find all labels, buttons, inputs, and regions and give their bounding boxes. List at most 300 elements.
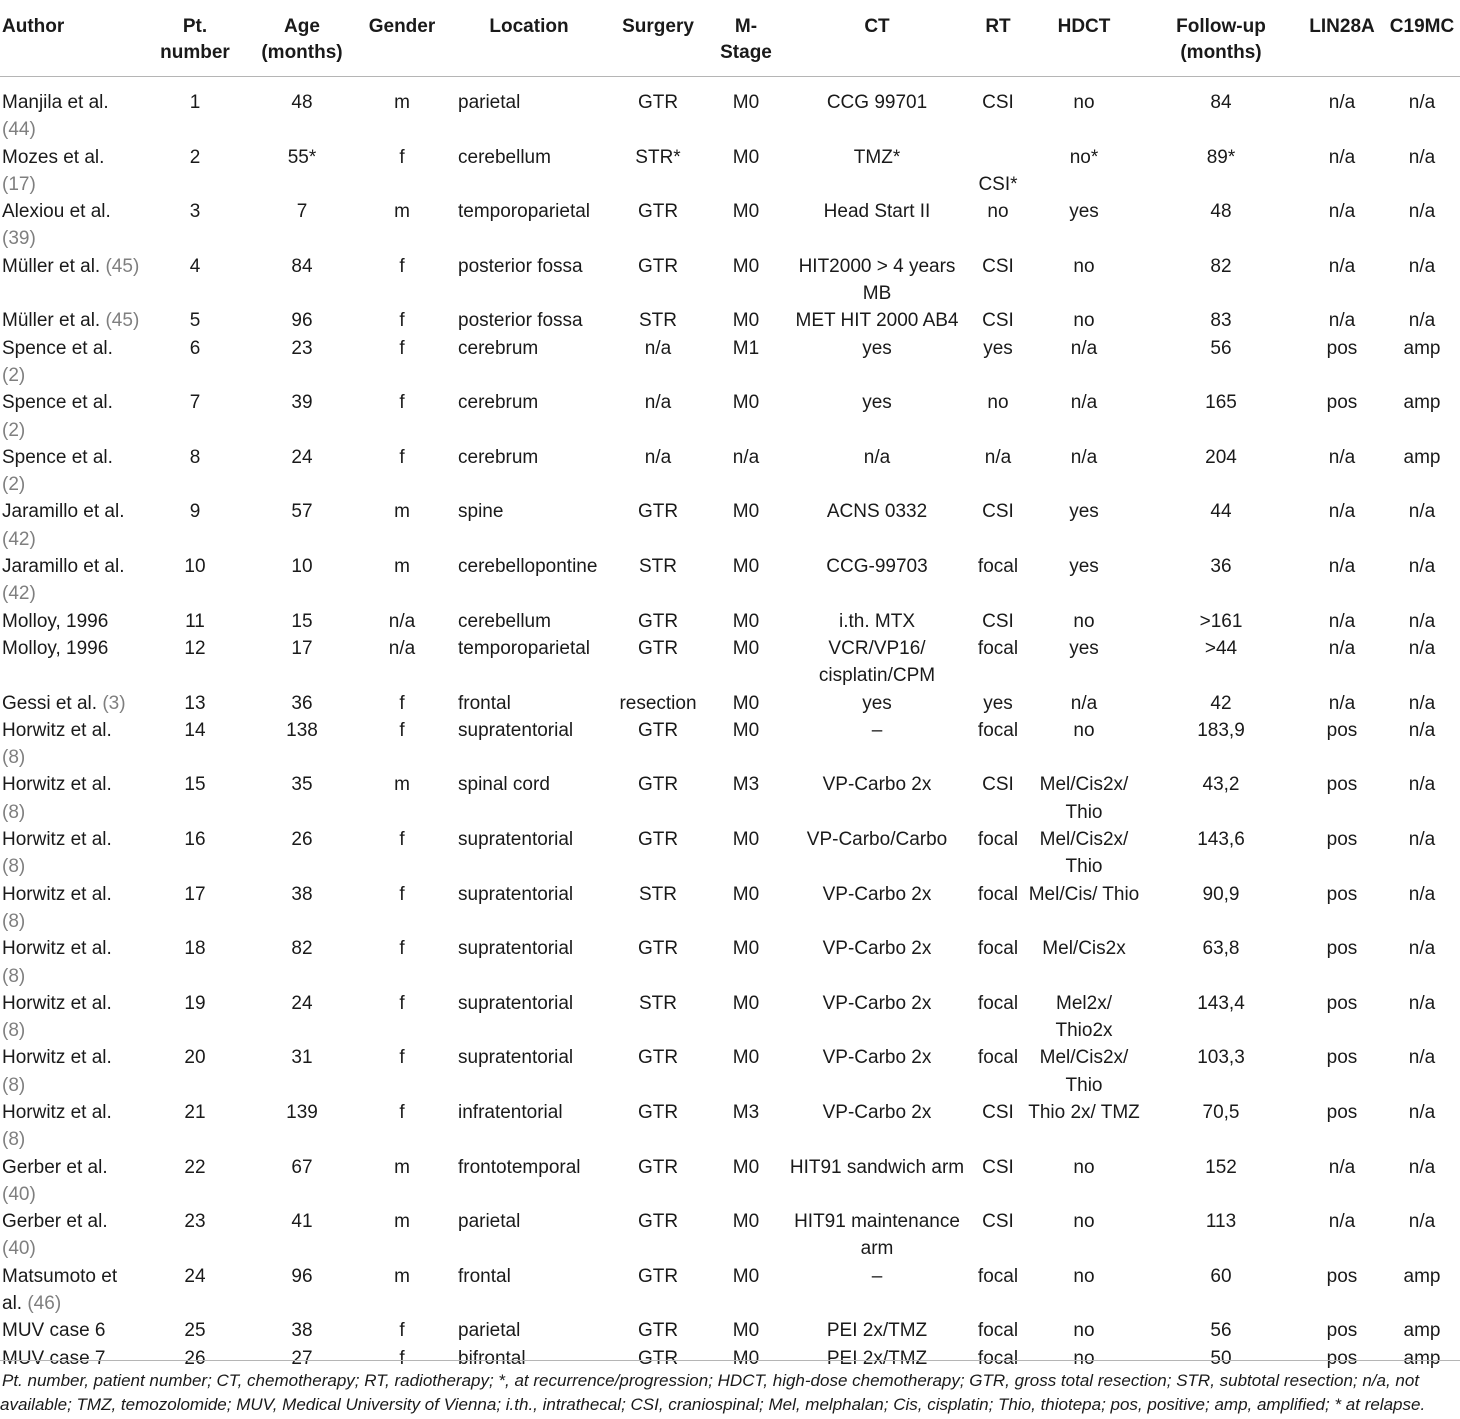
reference-link[interactable]: (40) [2, 1183, 36, 1205]
cell-followup: 143,4 [1197, 992, 1245, 1014]
reference-link[interactable]: (8) [2, 1074, 26, 1096]
cell-lin28a: pos [1326, 883, 1358, 905]
cell-followup: 42 [1210, 692, 1232, 714]
cell-pt: 12 [184, 637, 206, 659]
cell-followup: 143,6 [1197, 829, 1245, 851]
cell-ct: VCR/VP16/ cisplatin/CPM [818, 637, 936, 687]
reference-link[interactable]: (8) [2, 1129, 26, 1151]
cell-surgery: STR [639, 556, 677, 578]
cell-age: 26 [291, 829, 313, 851]
reference-link[interactable]: (8) [2, 910, 26, 932]
cell-pt: 15 [184, 774, 206, 796]
cell-surgery: GTR [637, 501, 679, 523]
cell-lin28a: pos [1326, 938, 1358, 960]
cell-pt: 5 [189, 310, 201, 332]
cell-mstage: M0 [732, 637, 760, 659]
cell-age: 10 [291, 556, 313, 578]
cell-rt: n/a [984, 446, 1012, 468]
cell-location: posterior fossa [458, 310, 583, 332]
author-name: Alexiou et al. [2, 201, 111, 223]
cell-gender: f [399, 1320, 405, 1342]
cell-pt: 14 [184, 719, 206, 741]
cell-pt: 8 [189, 446, 201, 468]
cell-author [0, 498, 140, 553]
cell-rt: focal [977, 1047, 1019, 1069]
cell-ct: HIT91 maintenance arm [794, 1211, 960, 1260]
cell-c19mc: n/a [1408, 255, 1436, 277]
table-row [0, 608, 1460, 635]
cell-c19mc: n/a [1408, 992, 1436, 1014]
cell-rt: CSI [982, 501, 1014, 523]
cell-hdct: no* [1069, 146, 1099, 168]
cell-gender: f [399, 938, 405, 960]
cell-hdct: n/a [1070, 392, 1098, 414]
cell-c19mc: n/a [1408, 829, 1436, 851]
cell-rt: focal [977, 719, 1019, 741]
cell-location: supratentorial [458, 992, 574, 1014]
cell-surgery: GTR [637, 201, 679, 223]
cell-location: spinal cord [458, 774, 550, 796]
cell-followup: 36 [1210, 556, 1232, 578]
cell-c19mc: n/a [1408, 310, 1436, 332]
cell-ct: yes [862, 692, 892, 714]
cell-age: 96 [291, 1265, 313, 1287]
cell-surgery: GTR [637, 1211, 679, 1233]
table-row [0, 1154, 1460, 1209]
author-name: Horwitz et al. [2, 774, 112, 796]
column-header: Surgery [608, 0, 708, 77]
author-name: Molloy, 1996 [2, 637, 109, 659]
table-row [0, 389, 1460, 444]
cell-lin28a: n/a [1328, 1211, 1356, 1233]
cell-lin28a: n/a [1328, 92, 1356, 113]
reference-link[interactable]: (2) [2, 364, 26, 386]
cell-age: 41 [291, 1211, 313, 1233]
cell-age: 96 [291, 310, 313, 332]
table-row [0, 990, 1460, 1045]
cell-ct: TMZ* [853, 146, 901, 168]
cell-age: 82 [291, 938, 313, 960]
cell-lin28a: n/a [1328, 201, 1356, 223]
cell-pt: 10 [184, 556, 206, 578]
cell-ct: CCG 99701 [826, 92, 928, 113]
cell-followup: >44 [1204, 637, 1238, 659]
cell-pt: 7 [189, 392, 201, 414]
cell-author [0, 389, 140, 444]
cell-location: posterior fossa [458, 255, 583, 277]
cell-gender: f [399, 719, 405, 741]
cell-author [0, 335, 140, 390]
cell-rt: no [987, 392, 1009, 414]
cell-gender: f [399, 337, 405, 359]
cell-author [0, 935, 140, 990]
reference-link[interactable]: (3) [102, 692, 126, 714]
cell-age: 39 [291, 392, 313, 414]
footnote-text: Pt. number, patient number; CT, chemotherapy; RT, radiotherapy; *, at recurrence/progression; HDCT, high-dose chemotherapy; GTR, gross total resection; STR, subtotal resection; n/a, not available; TMZ, temozolomide; MUV, Medical University of Vienna; i.th., intrathecal; CSI, craniospinal; Mel, melphalan; Cis, cisplatin; Thio, thiotepa; pos, positive; amp, amplified; * at relapse. [0, 1371, 1426, 1414]
cell-ct: yes [862, 392, 892, 414]
cell-c19mc: n/a [1408, 1101, 1436, 1123]
cell-c19mc: n/a [1408, 692, 1436, 714]
table-row [0, 307, 1460, 334]
cell-followup: 43,2 [1202, 774, 1240, 796]
cell-followup: 165 [1205, 392, 1237, 414]
cell-gender: f [399, 1047, 405, 1069]
cell-location: parietal [458, 92, 521, 113]
cell-age: 24 [291, 992, 313, 1014]
cell-lin28a: pos [1326, 1265, 1358, 1287]
cell-c19mc: n/a [1408, 501, 1436, 523]
cell-ct: HIT2000 > 4 years MB [798, 255, 956, 305]
cell-author [0, 690, 140, 717]
cell-pt: 23 [184, 1211, 206, 1233]
cell-rt: CSI [982, 1156, 1014, 1178]
cell-pt: 24 [184, 1265, 206, 1287]
cell-followup: 84 [1210, 92, 1232, 113]
reference-link[interactable]: (8) [2, 747, 26, 769]
cell-c19mc: n/a [1408, 774, 1436, 796]
cell-followup: 113 [1205, 1211, 1237, 1233]
column-header: RT [970, 0, 1026, 77]
table-row [0, 253, 1460, 308]
cell-rt: CSI [982, 92, 1014, 113]
cell-ct: i.th. MTX [838, 610, 915, 632]
cell-ct: PEI 2x/TMZ [826, 1347, 928, 1369]
cell-gender: n/a [388, 610, 416, 632]
column-header: Age (months) [250, 0, 354, 77]
column-header: Pt. number [140, 0, 250, 77]
cell-mstage: M0 [732, 610, 760, 632]
cell-location: supratentorial [458, 829, 574, 851]
cell-gender: m [394, 201, 410, 223]
cell-c19mc: n/a [1408, 1047, 1436, 1069]
author-name: Gerber et al. [2, 1156, 108, 1178]
cell-hdct: yes [1069, 201, 1099, 223]
cell-gender: m [394, 1211, 410, 1233]
cell-author [0, 717, 140, 772]
reference-link[interactable]: (8) [2, 1020, 26, 1042]
cell-lin28a: pos [1326, 337, 1358, 359]
cell-mstage: M0 [732, 255, 760, 277]
table-footnote [0, 1360, 1460, 1417]
cell-c19mc: amp [1403, 1347, 1441, 1369]
cell-lin28a: n/a [1328, 692, 1356, 714]
author-name: Molloy, 1996 [2, 610, 109, 632]
cell-age: 24 [291, 446, 313, 468]
cell-rt: yes [983, 337, 1013, 359]
cell-hdct: no [1073, 92, 1095, 113]
cell-author [0, 553, 140, 608]
cell-age: 7 [296, 201, 308, 223]
cell-lin28a: n/a [1328, 556, 1356, 578]
reference-link[interactable]: (46) [27, 1293, 62, 1315]
cell-followup: 60 [1210, 1265, 1232, 1287]
cell-lin28a: pos [1326, 719, 1358, 741]
cell-followup: 152 [1205, 1156, 1237, 1178]
cell-mstage: M0 [732, 1320, 760, 1342]
cell-hdct: n/a [1070, 337, 1098, 359]
cell-c19mc: n/a [1408, 610, 1436, 632]
cell-rt: focal [977, 883, 1019, 905]
cell-pt: 21 [184, 1101, 206, 1123]
cell-lin28a: n/a [1328, 446, 1356, 468]
cell-followup: 90,9 [1202, 883, 1240, 905]
author-name: Horwitz et al. [2, 938, 112, 960]
cell-gender: n/a [388, 637, 416, 659]
cell-followup: 89* [1206, 146, 1236, 168]
cell-rt: CSI [982, 1211, 1014, 1233]
cell-author [0, 198, 140, 253]
cell-location: supratentorial [458, 938, 574, 960]
cell-mstage: M0 [732, 310, 760, 332]
cell-age: 36 [291, 692, 313, 714]
cell-ct: VP-Carbo 2x [822, 938, 932, 960]
cell-ct: VP-Carbo 2x [822, 1047, 932, 1069]
reference-link[interactable]: (45) [105, 255, 140, 277]
reference-link[interactable]: (8) [2, 801, 26, 823]
cell-surgery: STR* [635, 146, 681, 168]
cell-rt: focal [977, 992, 1019, 1014]
table-row [0, 77, 1460, 144]
cell-hdct: n/a [1070, 692, 1098, 714]
cell-location: frontotemporal [458, 1156, 581, 1178]
cell-surgery: GTR [637, 1047, 679, 1069]
cell-rt: focal [977, 829, 1019, 851]
cell-hdct: Mel/Cis/ Thio [1028, 883, 1140, 905]
cell-rt: CSI [982, 610, 1014, 632]
cell-lin28a: pos [1326, 1101, 1358, 1123]
cell-surgery: GTR [637, 774, 679, 796]
cell-gender: f [399, 992, 405, 1014]
column-header: Location [450, 0, 608, 77]
table-row [0, 144, 1460, 199]
column-header: M- Stage [708, 0, 784, 77]
cell-location: infratentorial [458, 1101, 563, 1123]
cell-followup: 56 [1210, 1320, 1232, 1342]
cell-c19mc: n/a [1408, 146, 1436, 168]
cell-author [0, 881, 140, 936]
cell-location: spine [458, 501, 504, 523]
cell-ct: MET HIT 2000 AB4 [795, 310, 959, 332]
cell-followup: >161 [1199, 610, 1243, 632]
table-row [0, 826, 1460, 881]
cell-mstage: M1 [732, 337, 760, 359]
cell-mstage: M0 [732, 938, 760, 960]
column-header: Gender [354, 0, 450, 77]
table-row [0, 1099, 1460, 1154]
cell-age: 139 [286, 1101, 318, 1123]
cell-pt: 6 [189, 337, 201, 359]
cell-followup: 50 [1210, 1347, 1232, 1369]
cell-location: cerebrum [458, 337, 539, 359]
cell-mstage: M0 [732, 146, 760, 168]
reference-link[interactable]: (42) [2, 528, 36, 550]
cell-rt: yes [983, 692, 1013, 714]
cell-author [0, 77, 140, 144]
cell-c19mc: amp [1403, 1320, 1441, 1342]
cell-hdct: Mel/Cis2x/ Thio [1039, 829, 1129, 878]
cell-author [0, 826, 140, 881]
table-row [0, 335, 1460, 390]
cell-c19mc: n/a [1408, 938, 1436, 960]
cell-followup: 82 [1210, 255, 1232, 277]
cell-mstage: M0 [732, 692, 760, 714]
cell-rt: CSI [982, 1101, 1014, 1123]
cell-hdct: Mel/Cis2x [1042, 938, 1126, 960]
cell-c19mc: amp [1403, 337, 1441, 359]
reference-link[interactable]: (2) [2, 419, 26, 441]
cell-age: 48 [291, 92, 313, 113]
table-row [0, 444, 1460, 499]
cell-location: bifrontal [458, 1347, 526, 1369]
cell-mstage: M0 [732, 719, 760, 741]
cell-c19mc: n/a [1408, 1211, 1436, 1233]
cell-ct: Head Start II [823, 201, 931, 223]
cell-gender: f [399, 883, 405, 905]
cell-ct: HIT91 sandwich arm [789, 1156, 965, 1178]
cell-hdct: no [1073, 310, 1095, 332]
cell-pt: 20 [184, 1047, 206, 1069]
cell-author [0, 1263, 140, 1318]
cell-mstage: M0 [732, 556, 760, 578]
cell-gender: f [399, 1347, 405, 1369]
cell-followup: 204 [1205, 446, 1237, 468]
author-name: Spence et al. [2, 392, 113, 414]
cell-location: supratentorial [458, 719, 574, 741]
cell-age: 23 [291, 337, 313, 359]
cell-surgery: GTR [637, 637, 679, 659]
reference-link[interactable]: (17) [2, 173, 36, 195]
cell-c19mc: amp [1403, 392, 1441, 414]
reference-link[interactable]: (42) [2, 583, 36, 605]
author-name: Mozes et al. [2, 146, 105, 168]
cell-c19mc: n/a [1408, 883, 1436, 905]
cell-c19mc: n/a [1408, 92, 1436, 113]
author-name: Horwitz et al. [2, 1047, 112, 1069]
cell-gender: f [399, 146, 405, 168]
cell-age: 57 [291, 501, 313, 523]
cell-surgery: GTR [637, 938, 679, 960]
cell-rt: focal [977, 1265, 1019, 1287]
cell-rt: focal [977, 556, 1019, 578]
cell-followup: 48 [1210, 201, 1232, 223]
cell-age: 27 [291, 1347, 313, 1369]
author-name: Spence et al. [2, 446, 113, 468]
cell-gender: m [394, 556, 410, 578]
cell-surgery: STR [639, 310, 677, 332]
cell-hdct: yes [1069, 637, 1099, 659]
cell-location: frontal [458, 1265, 511, 1287]
cell-surgery: GTR [637, 1101, 679, 1123]
cell-pt: 25 [184, 1320, 206, 1342]
table-row [0, 717, 1460, 772]
reference-link[interactable]: (8) [2, 856, 26, 878]
cell-author [0, 1099, 140, 1154]
cell-location: frontal [458, 692, 511, 714]
cell-ct: n/a [863, 446, 891, 468]
cell-age: 35 [291, 774, 313, 796]
column-header: HDCT [1026, 0, 1142, 77]
cell-hdct: no [1073, 1347, 1095, 1369]
cell-ct: yes [862, 337, 892, 359]
cell-gender: f [399, 1101, 405, 1123]
reference-link[interactable]: (40) [2, 1238, 36, 1260]
cell-gender: f [399, 829, 405, 851]
cell-surgery: STR [639, 992, 677, 1014]
cell-rt: CSI [982, 255, 1014, 277]
cell-lin28a: n/a [1328, 1156, 1356, 1178]
cell-followup: 103,3 [1197, 1047, 1245, 1069]
cell-lin28a: n/a [1328, 501, 1356, 523]
cell-c19mc: n/a [1408, 201, 1436, 223]
cell-rt: focal [977, 637, 1019, 659]
cell-location: supratentorial [458, 883, 574, 905]
author-name: Horwitz et al. [2, 719, 112, 741]
cell-age: 38 [291, 883, 313, 905]
cell-hdct: no [1073, 1211, 1095, 1233]
cell-rt: focal [977, 938, 1019, 960]
cell-gender: f [399, 446, 405, 468]
cell-mstage: M0 [732, 992, 760, 1014]
cell-author [0, 990, 140, 1045]
cell-gender: m [394, 774, 410, 796]
cell-ct: PEI 2x/TMZ [826, 1320, 928, 1342]
cell-ct: VP-Carbo 2x [822, 883, 932, 905]
cell-ct: – [871, 1265, 883, 1287]
cell-lin28a: pos [1326, 1047, 1358, 1069]
cell-surgery: GTR [637, 829, 679, 851]
table-row [0, 935, 1460, 990]
table-row [0, 498, 1460, 553]
cell-pt: 22 [184, 1156, 206, 1178]
cell-pt: 11 [185, 610, 205, 632]
cell-rt: focal [977, 1320, 1019, 1342]
cell-lin28a: pos [1326, 829, 1358, 851]
table-row [0, 1263, 1460, 1318]
reference-link[interactable]: (2) [2, 474, 26, 496]
author-name: Matsumoto et al. [2, 1265, 118, 1315]
cell-followup: 44 [1210, 501, 1232, 523]
cell-lin28a: pos [1326, 774, 1358, 796]
table-row [0, 690, 1460, 717]
reference-link[interactable]: (44) [2, 119, 36, 141]
cell-author [0, 1044, 140, 1099]
cell-lin28a: n/a [1328, 310, 1356, 332]
author-name: Gessi et al. [2, 692, 103, 714]
cell-hdct: Mel/Cis2x/ Thio [1039, 1047, 1129, 1096]
table-row [0, 198, 1460, 253]
cell-surgery: GTR [637, 92, 679, 113]
author-name: Spence et al. [2, 337, 113, 359]
cell-mstage: n/a [732, 446, 760, 468]
cell-author [0, 144, 140, 199]
cell-c19mc: n/a [1408, 637, 1436, 659]
reference-link[interactable]: (39) [2, 228, 36, 250]
cell-rt: no [987, 201, 1009, 223]
reference-link[interactable]: (45) [105, 310, 140, 332]
cell-age: 31 [291, 1047, 313, 1069]
cell-hdct: no [1073, 1320, 1095, 1342]
cell-mstage: M0 [732, 92, 760, 113]
table-row [0, 1317, 1460, 1344]
cell-location: cerebellopontine [458, 556, 598, 578]
cell-mstage: M0 [732, 1047, 760, 1069]
column-header: C19MC [1384, 0, 1460, 77]
reference-link[interactable]: (8) [2, 965, 26, 987]
cell-followup: 83 [1210, 310, 1232, 332]
cell-location: cerebellum [458, 610, 551, 632]
cell-followup: 56 [1210, 337, 1232, 359]
table-row [0, 771, 1460, 826]
